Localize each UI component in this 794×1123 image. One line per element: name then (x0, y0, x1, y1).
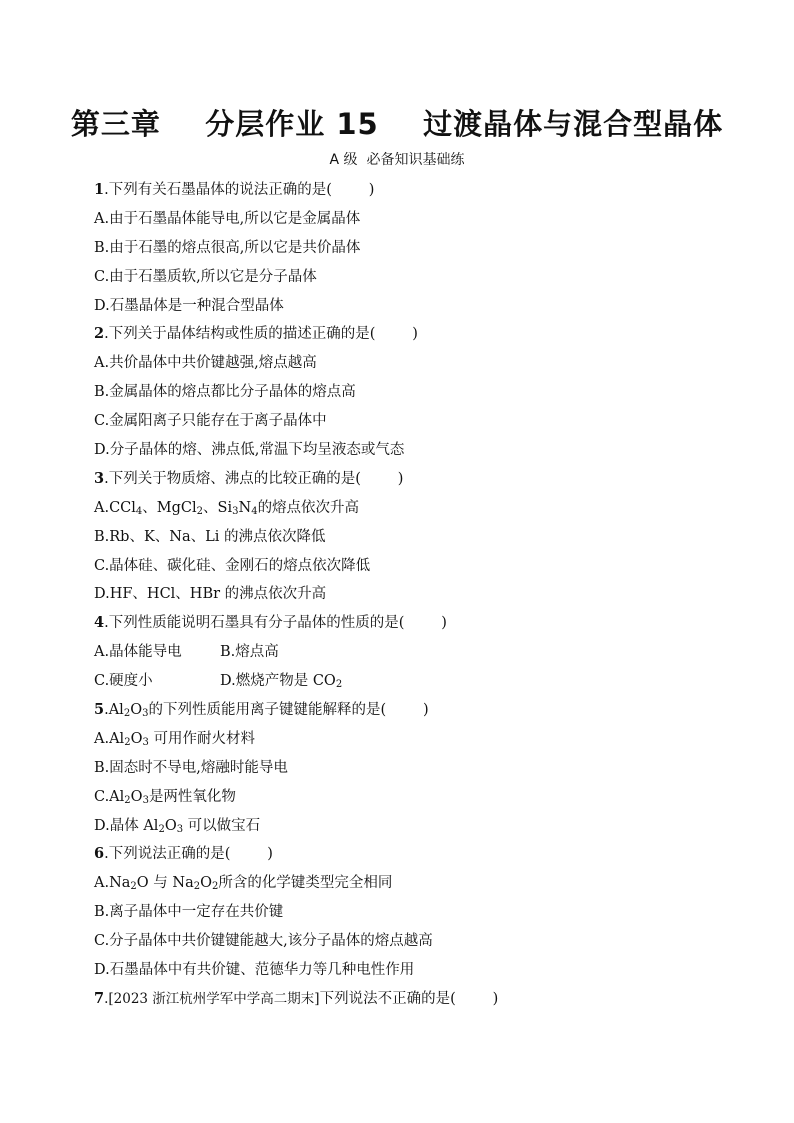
question-1-option-d: D.石墨晶体是一种混合型晶体 (94, 297, 284, 314)
question-4-option-d: D.燃烧产物是 $CO_2$ (220, 673, 343, 691)
question-3-option-b: B.Rb、K、Na、Li 的沸点依次降低 (94, 528, 326, 545)
question-1-option-c: C.由于石墨质软,所以它是分子晶体 (94, 268, 317, 285)
question-number: 2 (94, 325, 105, 343)
question-2-option-c: C.金属阳离子只能存在于离子晶体中 (94, 413, 327, 430)
question-6-stem: 6.下列说法正确的是( ) (94, 845, 273, 863)
question-2-option-a: A.共价晶体中共价键越强,熔点越高 (94, 355, 317, 372)
question-1-stem: 1.下列有关石墨晶体的说法正确的是( ) (94, 181, 375, 198)
page-title: 第三章 分层作业 15 过渡晶体与混合型晶体 (70, 107, 724, 141)
question-4-option-a: A.晶体能导电 (94, 644, 182, 661)
question-number: 1 (94, 181, 105, 198)
question-number: 3 (94, 469, 105, 487)
question-1-option-b: B.由于石墨的熔点很高,所以它是共价晶体 (94, 239, 361, 256)
question-6-option-d: D.石墨晶体中有共价键、范德华力等几种电性作用 (94, 962, 415, 979)
question-3-option-c: C.晶体硅、碳化硅、金刚石的熔点依次降低 (94, 557, 371, 574)
question-source: .[2023 浙江杭州学军中学高二期末] (104, 990, 320, 1007)
question-number: 5 (94, 701, 105, 719)
question-4-option-b: B.熔点高 (220, 644, 279, 661)
question-6-option-c: C.分子晶体中共价键键能越大,该分子晶体的熔点越高 (94, 933, 433, 950)
question-4-option-c: C.硬度小 (94, 673, 153, 690)
question-2-stem: 2.下列关于晶体结构或性质的描述正确的是( ) (94, 325, 418, 343)
question-7-stem: 7.[2023 浙江杭州学军中学高二期末]下列说法不正确的是( ) (94, 989, 499, 1007)
question-3-stem: 3.下列关于物质熔、沸点的比较正确的是( ) (94, 469, 404, 487)
question-4-options-ab (94, 638, 704, 667)
question-3-option-a: A.CCl$_4$、MgCl$_2$、$Si_3N_4$的熔点依次升高 (94, 499, 360, 517)
question-3-option-d: D.HF、HCl、HBr 的沸点依次升高 (94, 586, 327, 603)
question-2-option-d: D.分子晶体的熔、沸点低,常温下均呈液态或气态 (94, 442, 405, 459)
question-1-option-a: A.由于石墨晶体能导电,所以它是金属晶体 (94, 210, 361, 227)
question-2-option-b: B.金属晶体的熔点都比分子晶体的熔点高 (94, 384, 356, 401)
section-heading: A 级 必备知识基础练 (329, 152, 465, 168)
question-5-option-c: $C.Al_2O_3$是两性氧化物 (94, 788, 236, 806)
question-6-option-b: B.离子晶体中一定存在共价键 (94, 904, 284, 921)
question-number: 4 (94, 614, 105, 632)
question-6-option-a: $A.Na_2O$ 与 $Na_2O_2$所含的化学键类型完全相同 (94, 875, 393, 893)
question-5-option-b: B.固态时不导电,熔融时能导电 (94, 759, 288, 776)
question-list (94, 176, 704, 1014)
question-4-options-cd (94, 667, 704, 696)
question-5-option-a: $A.Al_2O_3$ 可用作耐火材料 (94, 730, 255, 748)
question-5-stem: $5.Al_2O_3$的下列性质能用离子键键能解释的是( ) (94, 701, 429, 720)
question-4-stem: 4.下列性质能说明石墨具有分子晶体的性质的是( ) (94, 614, 447, 632)
question-number: 6 (94, 845, 105, 863)
question-5-option-d: D.晶体 $Al_2O_3$ 可以做宝石 (94, 817, 261, 835)
question-number: 7 (94, 989, 105, 1007)
